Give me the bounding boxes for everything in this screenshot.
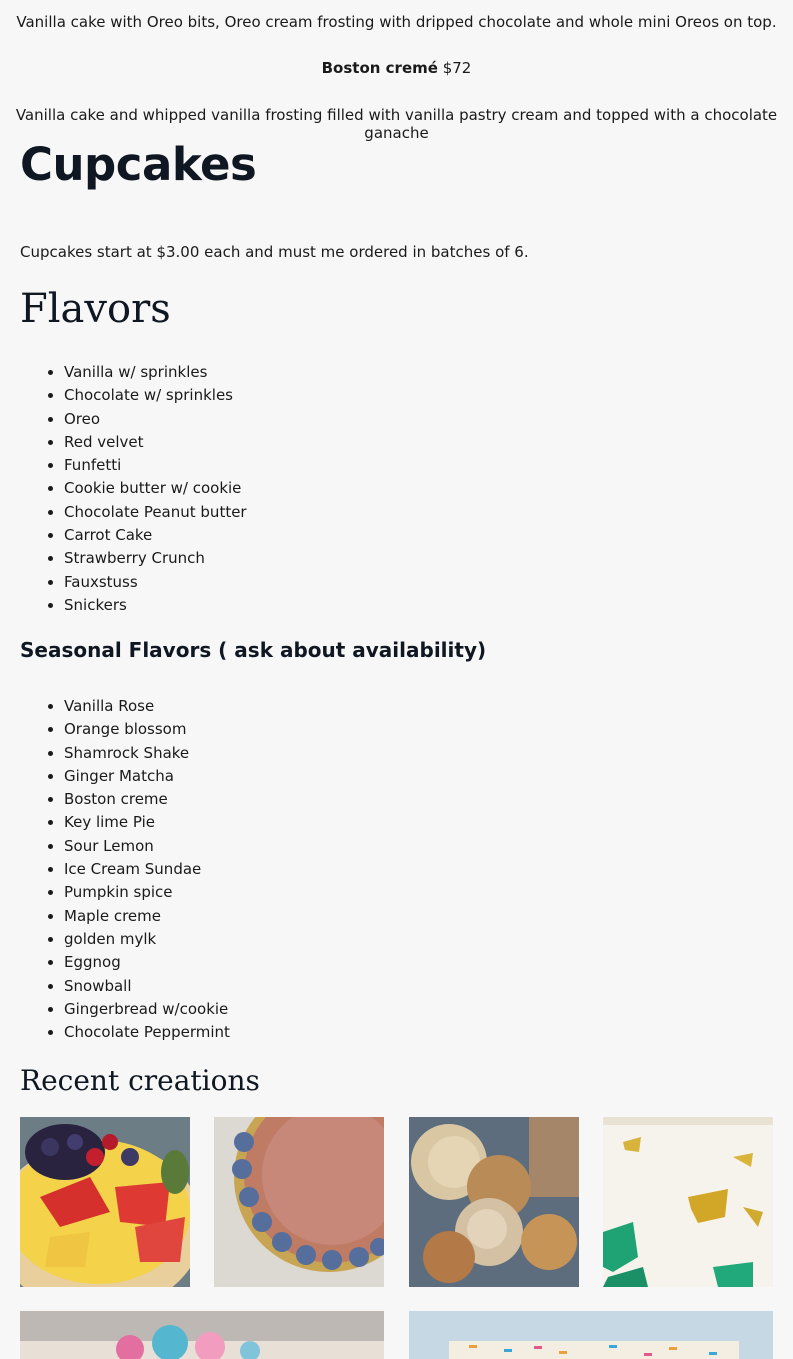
- list-item: • Chocolate Peanut butter: [64, 501, 247, 524]
- list-item: • Snowball: [64, 975, 230, 998]
- list-item: • Fauxstuss: [64, 571, 247, 594]
- seasonal-flavors-heading: Seasonal Flavors ( ask about availability): [20, 638, 487, 662]
- list-item: • Orange blossom: [64, 718, 230, 741]
- gallery-image-blueberry-cake[interactable]: [214, 1117, 384, 1287]
- boston-creme-price: $72: [442, 59, 472, 77]
- list-item: • Funfetti: [64, 454, 247, 477]
- list-item: • Maple creme: [64, 905, 230, 928]
- oreo-cake-description: Vanilla cake with Oreo bits, Oreo cream frosting with dripped chocolate and whole mini Oreos on top.: [16, 13, 777, 31]
- gallery-image-floral-cake[interactable]: [20, 1311, 384, 1359]
- gallery-image-sprinkle-cake[interactable]: [409, 1311, 773, 1359]
- flavors-list: [20, 361, 247, 617]
- list-item: • Red velvet: [64, 431, 247, 454]
- flavors-heading: Flavors: [20, 286, 171, 332]
- boston-creme-name: Boston cremé: [321, 59, 438, 77]
- list-item: • Shamrock Shake: [64, 742, 230, 765]
- list-item: • Sour Lemon: [64, 835, 230, 858]
- list-item: • Chocolate Peppermint: [64, 1021, 230, 1044]
- list-item: • Eggnog: [64, 951, 230, 974]
- list-item: • Vanilla Rose: [64, 695, 230, 718]
- gallery-image-gold-leaf-cake[interactable]: [603, 1117, 773, 1287]
- gallery-image-fruit-tart[interactable]: [20, 1117, 190, 1287]
- list-item: • Key lime Pie: [64, 811, 230, 834]
- list-item: • Carrot Cake: [64, 524, 247, 547]
- list-item: • Pumpkin spice: [64, 881, 230, 904]
- list-item: • Strawberry Crunch: [64, 547, 247, 570]
- cupcakes-heading: Cupcakes: [20, 138, 257, 191]
- list-item: • Cookie butter w/ cookie: [64, 477, 247, 500]
- list-item: • Gingerbread w/cookie: [64, 998, 230, 1021]
- list-item: • Boston creme: [64, 788, 230, 811]
- cupcakes-intro: Cupcakes start at $3.00 each and must me ordered in batches of 6.: [20, 243, 529, 261]
- recent-creations-heading: Recent creations: [20, 1064, 260, 1097]
- seasonal-flavors-list: [20, 695, 230, 1044]
- list-item: • Vanilla w/ sprinkles: [64, 361, 247, 384]
- gallery-image-cookie-cupcakes[interactable]: [409, 1117, 579, 1287]
- list-item: • golden mylk: [64, 928, 230, 951]
- list-item: • Oreo: [64, 408, 247, 431]
- boston-creme-price-line: [0, 59, 793, 77]
- list-item: • Snickers: [64, 594, 247, 617]
- list-item: • Ice Cream Sundae: [64, 858, 230, 881]
- list-item: • Ginger Matcha: [64, 765, 230, 788]
- boston-creme-description: Vanilla cake and whipped vanilla frosting filled with vanilla pastry cream and topped with a chocolate ganache: [15, 106, 778, 142]
- list-item: • Chocolate w/ sprinkles: [64, 384, 247, 407]
